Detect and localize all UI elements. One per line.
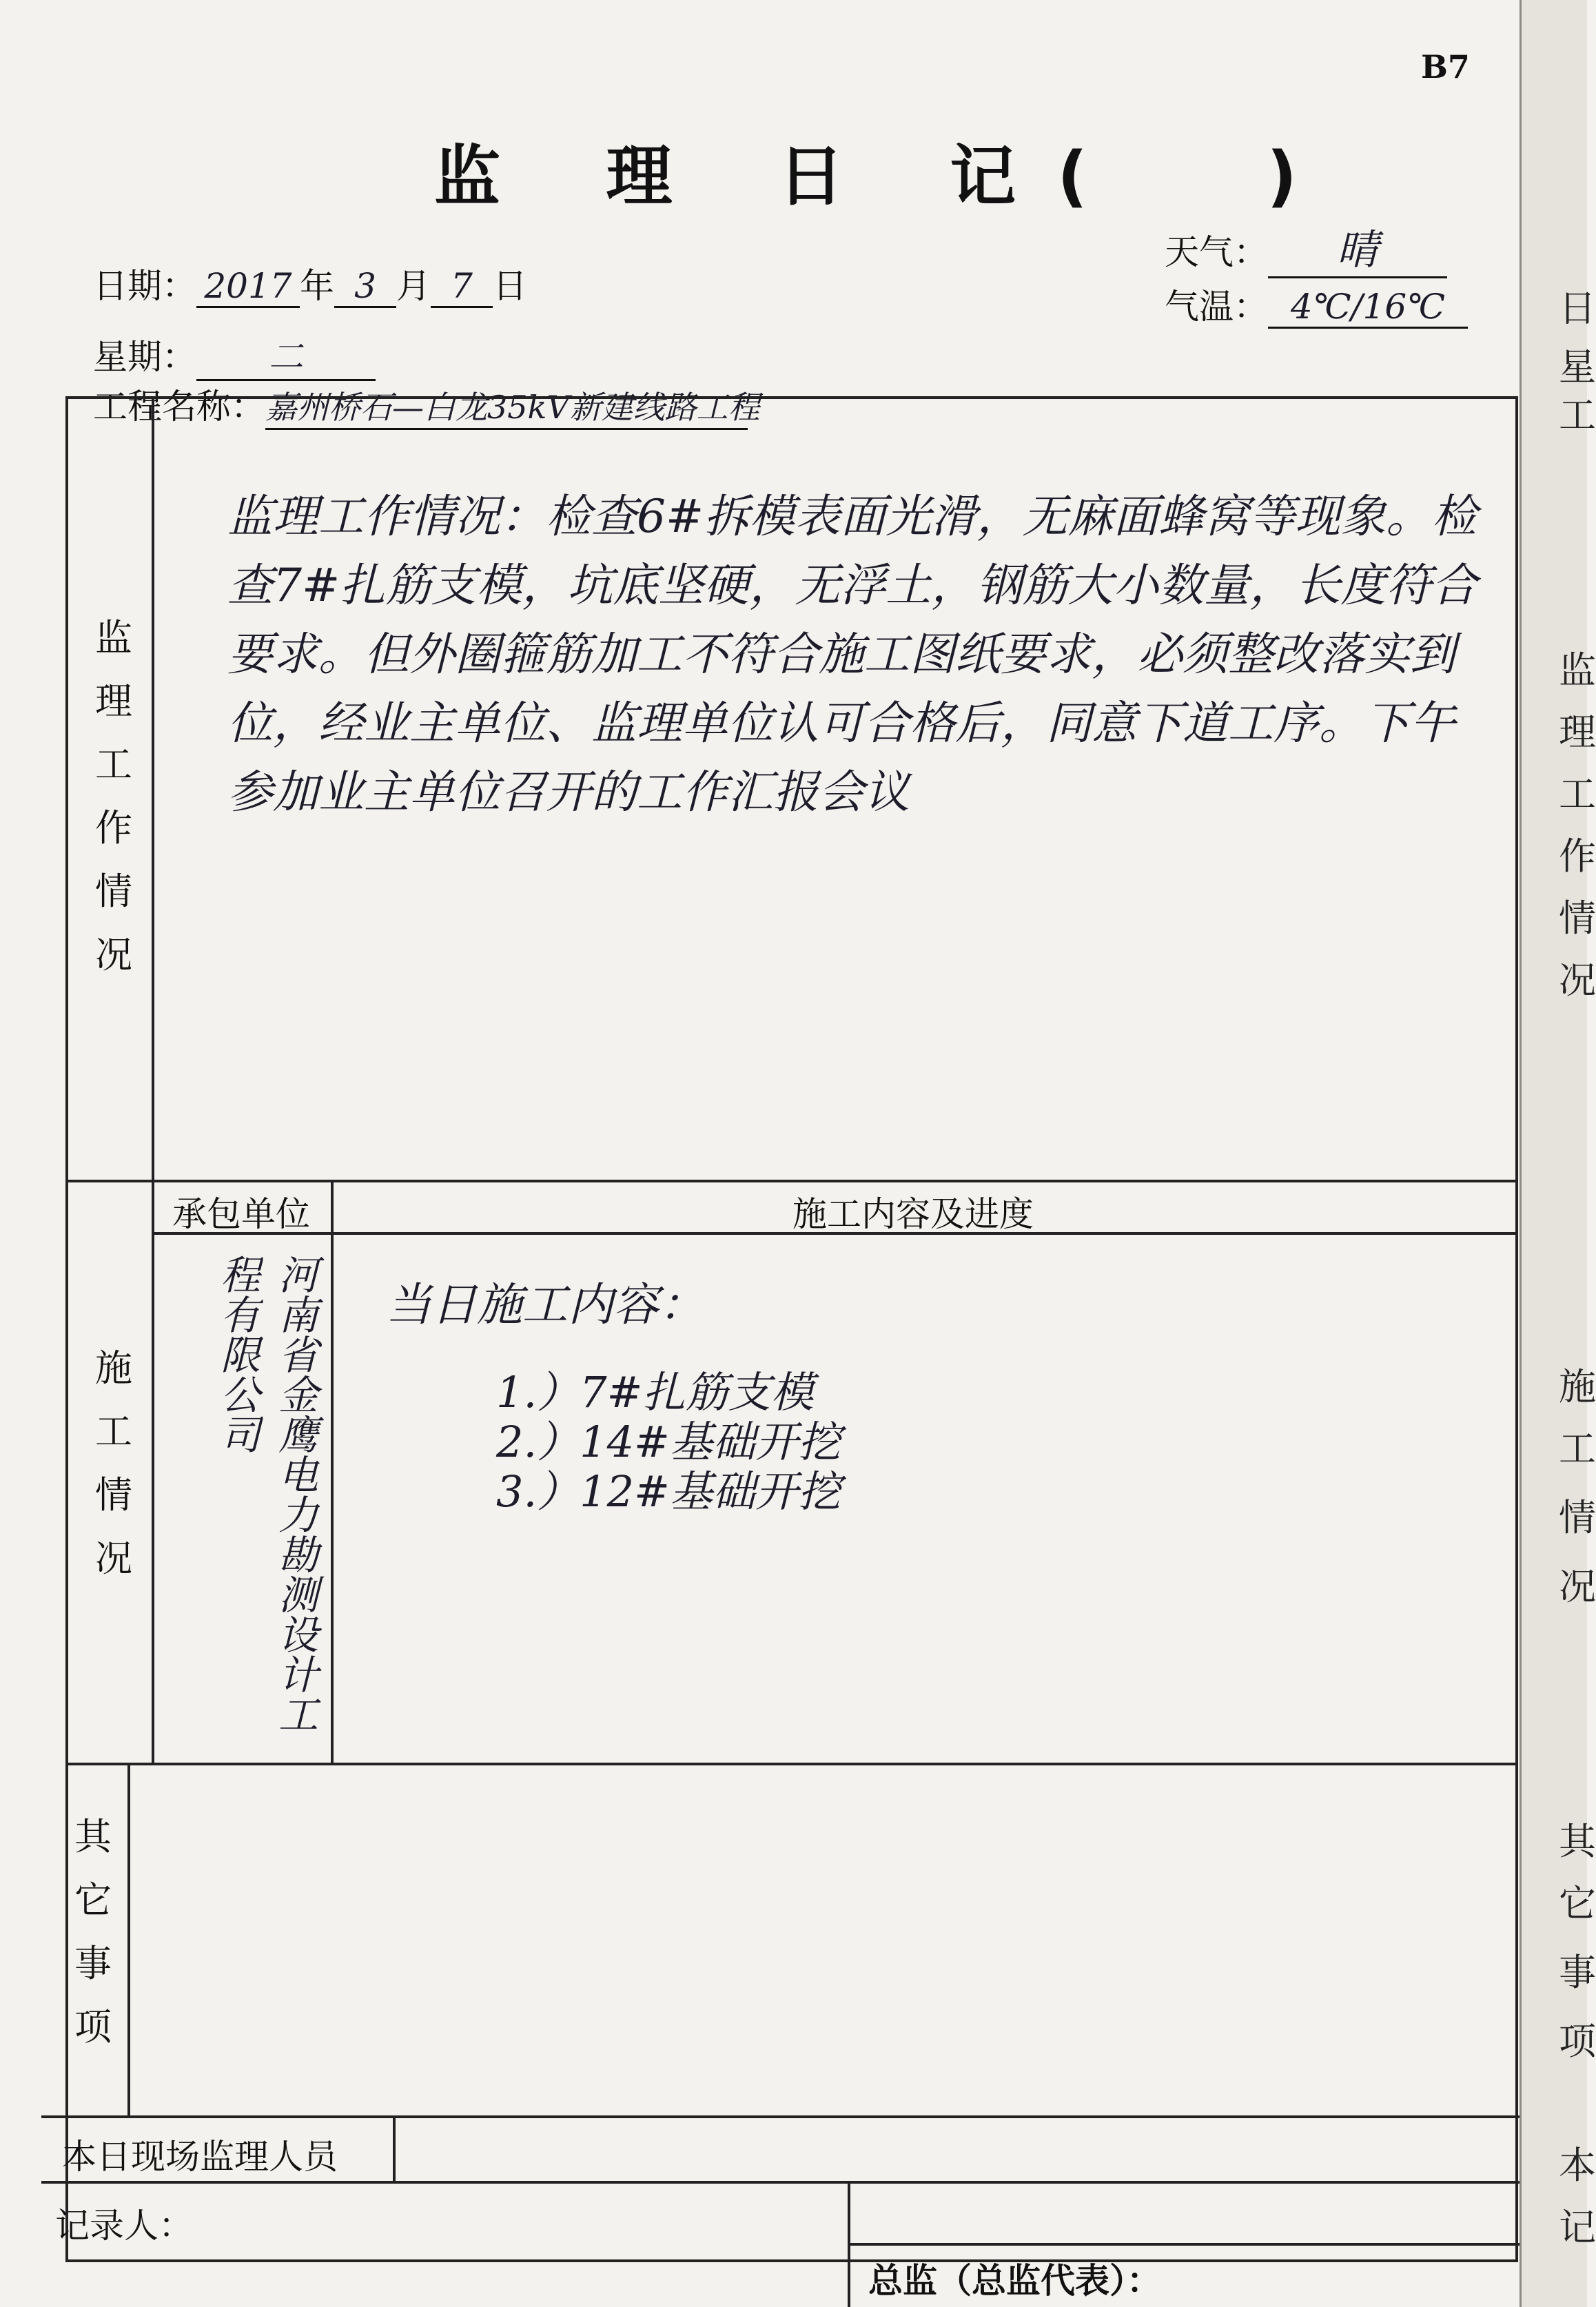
weather-row (1165, 217, 1447, 278)
date-row (93, 258, 527, 308)
recorder-label: 记录人： (55, 2206, 193, 2246)
label-column-line (152, 396, 154, 1764)
edge-char: 理 (1559, 710, 1596, 754)
progress-item: 1.）7#扎筋支模 (496, 1367, 814, 1417)
edge-char: 工 (1559, 772, 1596, 816)
year-unit: 年 (300, 266, 334, 306)
weather-value: 晴 (1268, 217, 1447, 278)
weekday-row (93, 329, 376, 381)
title-close: ) (1267, 138, 1298, 215)
contractor-header: 承包单位 (172, 1194, 310, 1234)
contractor-name: 河南省金鹰电力勘测设计工程有限公司 (214, 1254, 318, 1734)
date-label: 日期： (93, 266, 196, 306)
progress-item: 2.）14#基础开挖 (496, 1417, 841, 1467)
progress-item: 3.）12#基础开挖 (496, 1466, 841, 1517)
edge-char: 工 (1559, 1427, 1596, 1470)
weather-label: 天气： (1165, 232, 1268, 272)
temperature-label: 气温： (1165, 287, 1268, 327)
staff-label: 本日现场监理人员 (62, 2137, 338, 2177)
temperature-row (1165, 279, 1468, 329)
contractor-column-line (331, 1180, 334, 1763)
project-name: 嘉州桥石—白龙35kV新建线路工程 (265, 382, 748, 430)
project-label: 工程名称： (93, 387, 265, 427)
staff-label-line (393, 2115, 396, 2181)
supervision-text: 监理工作情况：检查6#拆模表面光滑，无麻面蜂窝等现象。检查7#扎筋支模，坑底坚硬，无浮土，钢筋大小数量，长度符合要求。但外圈箍筋加工不符合施工图纸要求，必须整改落实到位，经业主单位、监理单位认可合格后，同意下道工序。下午参加业主单位召开的工作汇报会议 (227, 490, 1477, 819)
page-title (434, 124, 1297, 218)
edge-char: 星 (1559, 345, 1596, 389)
weekday-label: 星期： (93, 337, 196, 377)
month-value: 3 (334, 266, 396, 308)
edge-char: 记 (1559, 2206, 1596, 2249)
other-label-line (127, 1763, 130, 2115)
chief-label-line (848, 2181, 850, 2307)
edge-char: 日 (1559, 287, 1596, 330)
edge-char: 作 (1559, 834, 1596, 878)
weekday-value: 二 (196, 329, 376, 381)
edge-char: 工 (1559, 393, 1596, 437)
divider-staff (41, 2181, 1520, 2184)
edge-char: 其 (1559, 1820, 1596, 1863)
progress-header: 施工内容及进度 (792, 1194, 1034, 1234)
chief-supervisor-label: 总监（总监代表）： (868, 2261, 1161, 2301)
day-unit: 日 (493, 266, 527, 306)
edge-char: 情 (1559, 1496, 1596, 1539)
day-value: 7 (431, 266, 493, 308)
edge-char: 况 (1559, 958, 1596, 1002)
supervision-label: 监 理 工 作 情 况 (95, 616, 132, 976)
month-unit: 月 (396, 266, 431, 306)
divider-construction (65, 1763, 1518, 1765)
edge-char: 况 (1559, 1565, 1596, 1608)
progress-intro: 当日施工内容： (386, 1278, 704, 1331)
other-label: 其 它 事 项 (74, 1815, 112, 2049)
edge-char: 事 (1559, 1951, 1596, 1994)
title-text: 监 理 日 记( (434, 138, 1129, 215)
edge-char: 情 (1559, 896, 1596, 940)
progress-list (496, 1368, 841, 1517)
edge-char: 项 (1559, 2020, 1596, 2063)
year-value: 2017 (196, 266, 300, 308)
divider-recorder (848, 2243, 1520, 2246)
divider-other (41, 2115, 1520, 2118)
temperature-value: 4℃/16℃ (1268, 287, 1468, 329)
edge-char: 监 (1559, 648, 1596, 692)
edge-char: 本 (1559, 2144, 1596, 2187)
edge-char: 施 (1559, 1365, 1596, 1408)
form-code: B7 (1421, 48, 1470, 85)
other-content (138, 1778, 1502, 2102)
construction-label: 施 工 情 况 (95, 1346, 132, 1580)
divider-supervision (65, 1180, 1518, 1182)
edge-char: 它 (1559, 1882, 1596, 1925)
